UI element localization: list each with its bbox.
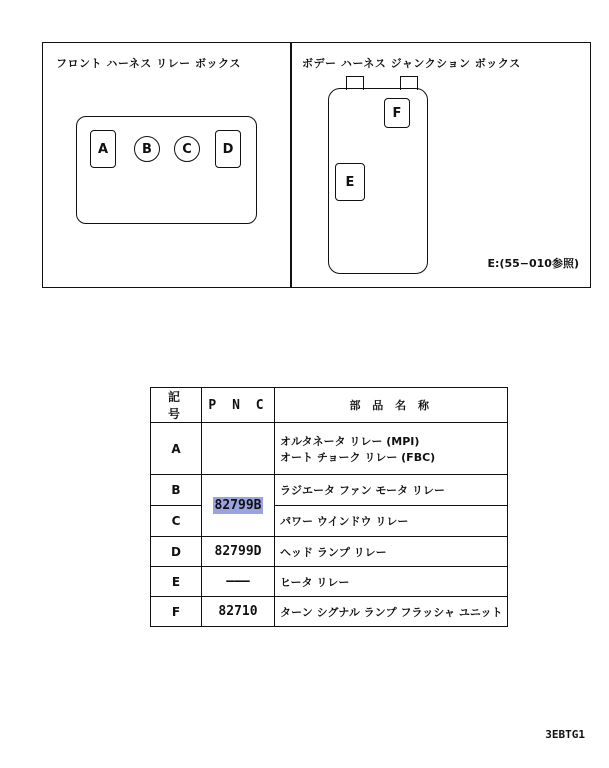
row-name: パワー ウインドウ リレー	[275, 506, 508, 537]
row-pnc: 82799D	[202, 537, 275, 567]
row-pnc: 82710	[202, 597, 275, 627]
table-row	[151, 423, 508, 475]
row-symbol: D	[151, 537, 202, 567]
row-name: ヘッド ランプ リレー	[275, 537, 508, 567]
header-symbol: 記 号	[151, 388, 202, 423]
row-symbol: E	[151, 567, 202, 597]
row-name	[275, 423, 508, 475]
row-symbol: C	[151, 506, 202, 537]
row-name-line: オート チョーク リレー (FBC)	[280, 450, 436, 464]
table-row	[151, 597, 508, 627]
row-pnc	[202, 475, 275, 537]
parts-table	[150, 387, 508, 627]
junction-f[interactable]: F	[384, 98, 410, 128]
header-name: 部 品 名 称	[275, 388, 508, 423]
pnc-highlight[interactable]: 82799B	[214, 498, 262, 513]
relay-d[interactable]: D	[215, 130, 241, 168]
row-name: ラジエータ ファン モータ リレー	[275, 475, 508, 506]
header-pnc: P N C	[202, 388, 275, 423]
row-symbol: A	[151, 423, 202, 475]
reference-note: E:(55−010参照)	[487, 257, 579, 270]
row-symbol: B	[151, 475, 202, 506]
junction-box-caption: ボデー ハーネス ジャンクション ボックス	[302, 57, 521, 70]
row-name-line: オルタネータ リレー (MPI)	[280, 434, 420, 448]
table-row	[151, 475, 508, 506]
row-name: ターン シグナル ランプ フラッシャ ユニット	[275, 597, 508, 627]
row-pnc	[202, 423, 275, 475]
junction-e[interactable]: E	[335, 163, 365, 201]
relay-b[interactable]: B	[134, 136, 160, 162]
row-symbol: F	[151, 597, 202, 627]
relay-c[interactable]: C	[174, 136, 200, 162]
table-header-row	[151, 388, 508, 423]
front-relay-box-caption: フロント ハーネス リレー ボックス	[56, 57, 241, 70]
relay-a[interactable]: A	[90, 130, 116, 168]
table-row	[151, 567, 508, 597]
row-pnc: ———	[202, 567, 275, 597]
diagram-divider	[290, 42, 292, 288]
table-row	[151, 537, 508, 567]
page-code: 3EBTG1	[545, 728, 585, 741]
row-name: ヒータ リレー	[275, 567, 508, 597]
